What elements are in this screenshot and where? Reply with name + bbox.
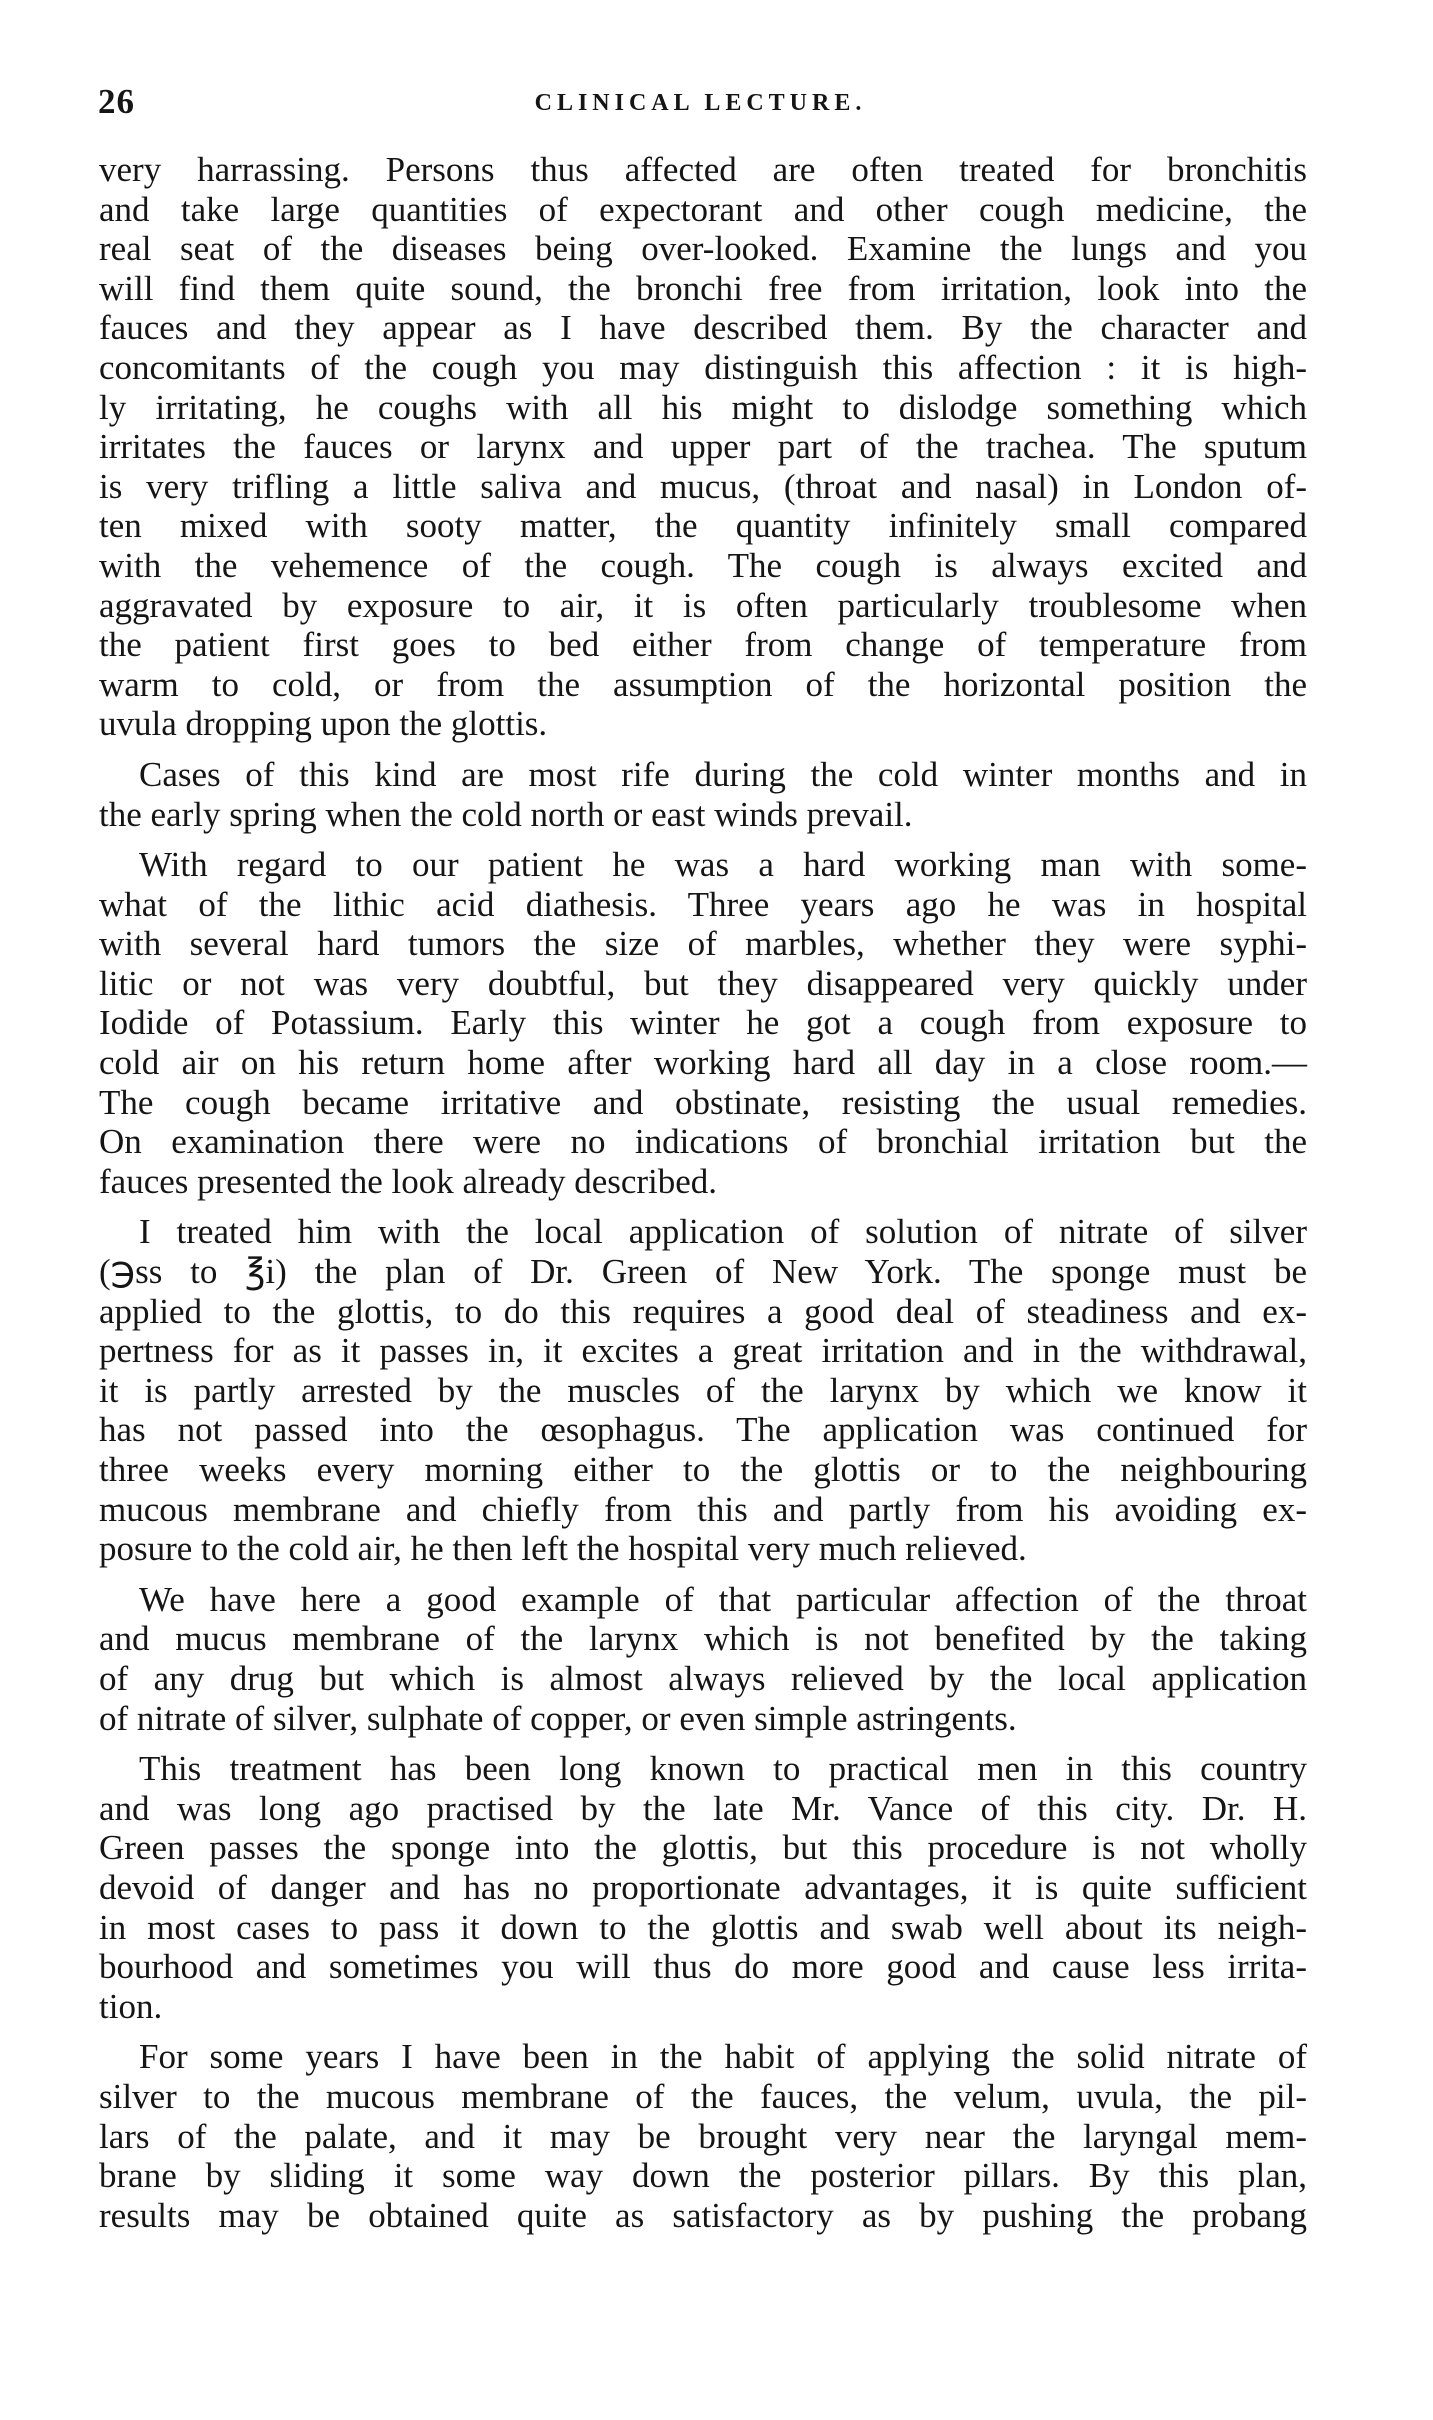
text-line: With regard to our patient he was a hard working man with some- bbox=[139, 845, 1307, 885]
text-line: and take large quantities of expectorant and other cough medicine, the bbox=[99, 189, 1307, 229]
text-line: I treated him with the local application of solution of nitrate of silver bbox=[139, 1212, 1307, 1252]
running-title: CLINICAL LECTURE. bbox=[534, 90, 867, 116]
text-line: is very trifling a little saliva and mucus, (throat and nasal) in London of- bbox=[99, 466, 1307, 506]
running-head bbox=[98, 82, 1303, 134]
text-line: has not passed into the œsophagus. The application was continued for bbox=[99, 1410, 1307, 1450]
body-text bbox=[99, 150, 1307, 2246]
page-number: 26 bbox=[98, 82, 135, 121]
text-line: in most cases to pass it down to the glottis and swab well about its neigh- bbox=[99, 1907, 1307, 1947]
text-line: what of the lithic acid diathesis. Three years ago he was in hospital bbox=[99, 884, 1307, 924]
text-line: applied to the glottis, to do this requires a good deal of steadiness and ex- bbox=[99, 1291, 1307, 1331]
text-line: silver to the mucous membrane of the fauces, the velum, uvula, the pil- bbox=[99, 2076, 1307, 2116]
text-line: uvula dropping upon the glottis. bbox=[99, 704, 548, 744]
text-line: We have here a good example of that particular affection of the throat bbox=[139, 1579, 1307, 1619]
text-line: bourhood and sometimes you will thus do more good and cause less irrita- bbox=[99, 1947, 1307, 1987]
text-line: the patient first goes to bed either from change of temperature from bbox=[99, 625, 1307, 665]
text-line: results may be obtained quite as satisfactory as by pushing the probang bbox=[99, 2195, 1307, 2235]
text-line: irritates the fauces or larynx and upper part of the trachea. The sputum bbox=[99, 427, 1307, 467]
text-line: posure to the cold air, he then left the hospital very much relieved. bbox=[99, 1529, 1027, 1569]
text-line: and was long ago practised by the late Mr. Vance of this city. Dr. H. bbox=[99, 1788, 1307, 1828]
text-line: On examination there were no indications of bronchial irritation but the bbox=[99, 1122, 1307, 1162]
paragraph bbox=[99, 755, 1307, 834]
text-line: cold air on his return home after working hard all day in a close room.— bbox=[99, 1043, 1307, 1083]
text-line: real seat of the diseases being over-looked. Examine the lungs and you bbox=[99, 229, 1307, 269]
text-line: fauces and they appear as I have described them. By the character and bbox=[99, 308, 1307, 348]
text-line: it is partly arrested by the muscles of the larynx by which we know it bbox=[99, 1370, 1307, 1410]
text-line: of any drug but which is almost always relieved by the local application bbox=[99, 1658, 1307, 1698]
text-line: very harrassing. Persons thus affected are often treated for bronchitis bbox=[99, 150, 1307, 189]
text-line: Cases of this kind are most rife during the cold winter months and in bbox=[139, 754, 1307, 794]
text-line: litic or not was very doubtful, but they disappeared very quickly under bbox=[99, 963, 1307, 1003]
text-line: and mucus membrane of the larynx which is not benefited by the taking bbox=[99, 1619, 1307, 1659]
paragraph bbox=[99, 1749, 1307, 2026]
text-line: three weeks every morning either to the glottis or to the neighbouring bbox=[99, 1450, 1307, 1489]
text-line: with the vehemence of the cough. The cough is always excited and bbox=[99, 545, 1307, 585]
paragraph bbox=[99, 2037, 1307, 2235]
paragraph bbox=[99, 1580, 1307, 1738]
text-line: the early spring when the cold north or east winds prevail. bbox=[99, 794, 913, 834]
text-line: will find them quite sound, the bronchi free from irritation, look into the bbox=[99, 268, 1307, 308]
text-line: mucous membrane and chiefly from this and partly from his avoiding ex- bbox=[99, 1489, 1307, 1529]
paragraph bbox=[99, 150, 1307, 744]
text-line: fauces presented the look already described. bbox=[99, 1161, 718, 1201]
text-line: lars of the palate, and it may be brought very near the laryngal mem- bbox=[99, 2116, 1307, 2156]
text-line: pertness for as it passes in, it excites a great irritation and in the withdrawal, bbox=[99, 1331, 1307, 1371]
text-line: This treatment has been long known to practical men in this country bbox=[139, 1749, 1307, 1789]
text-line: Green passes the sponge into the glottis, but this procedure is not wholly bbox=[99, 1828, 1307, 1868]
text-line: (℈ss to ℥i) the plan of Dr. Green of New York. The sponge must be bbox=[99, 1252, 1307, 1292]
text-line: devoid of danger and has no proportionate advantages, it is quite sufficient bbox=[99, 1867, 1307, 1907]
paragraph bbox=[99, 845, 1307, 1201]
paragraph bbox=[99, 1212, 1307, 1568]
text-line: brane by sliding it some way down the posterior pillars. By this plan, bbox=[99, 2156, 1307, 2196]
text-line: aggravated by exposure to air, it is often particularly troublesome when bbox=[99, 585, 1307, 625]
text-line: ly irritating, he coughs with all his might to dislodge something which bbox=[99, 387, 1307, 427]
text-line: with several hard tumors the size of marbles, whether they were syphi- bbox=[99, 924, 1307, 964]
text-line: tion. bbox=[99, 1986, 163, 2026]
text-line: warm to cold, or from the assumption of the horizontal position the bbox=[99, 664, 1307, 704]
text-line: For some years I have been in the habit of applying the solid nitrate of bbox=[139, 2037, 1307, 2077]
text-line: Iodide of Potassium. Early this winter he got a cough from exposure to bbox=[99, 1003, 1307, 1043]
text-line: concomitants of the cough you may distinguish this affection : it is high- bbox=[99, 347, 1307, 387]
text-line: The cough became irritative and obstinate, resisting the usual remedies. bbox=[99, 1082, 1307, 1122]
text-line: of nitrate of silver, sulphate of copper, or even simple astringents. bbox=[99, 1698, 1017, 1738]
text-line: ten mixed with sooty matter, the quantity infinitely small compared bbox=[99, 506, 1307, 546]
